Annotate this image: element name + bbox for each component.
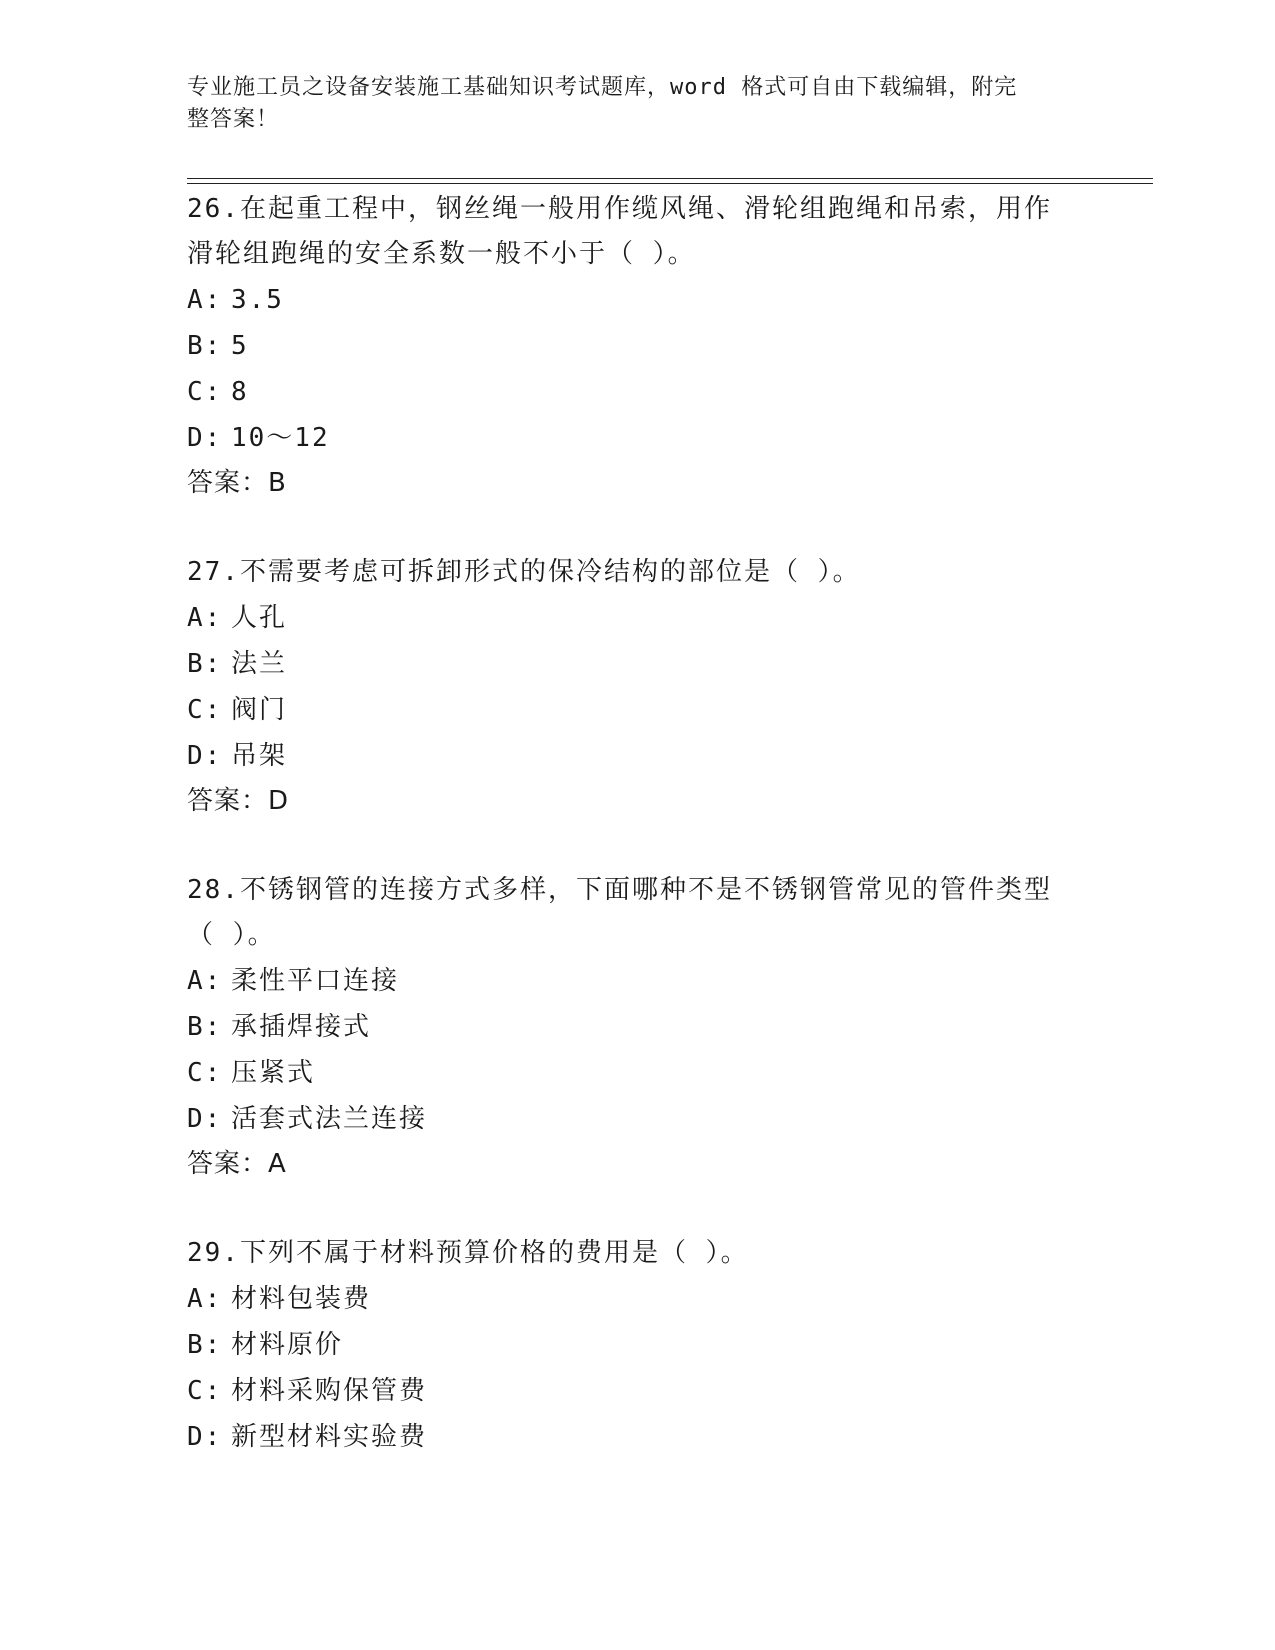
option-d bbox=[187, 415, 1087, 461]
option-b bbox=[187, 1322, 1087, 1368]
option-a bbox=[187, 595, 1087, 641]
option-text: 人孔 bbox=[231, 603, 288, 633]
question-stem-line-2: 滑轮组跑绳的安全系数一般不小于（ ）。 bbox=[187, 239, 696, 269]
option-text: 材料采购保管费 bbox=[231, 1376, 428, 1406]
option-key: C: bbox=[187, 695, 223, 725]
question-stem-line-1: 28.不锈钢管的连接方式多样，下面哪种不是不锈钢管常见的管件类型 bbox=[187, 875, 1052, 905]
option-a bbox=[187, 1276, 1087, 1322]
option-key: B: bbox=[187, 1012, 223, 1042]
option-text: 吊架 bbox=[231, 741, 288, 771]
option-key: A: bbox=[187, 603, 223, 633]
header-line-1: 专业施工员之设备安装施工基础知识考试题库，word 格式可自由下载编辑，附完 bbox=[187, 75, 1018, 100]
header-line-2: 整答案！ bbox=[187, 107, 280, 132]
option-b bbox=[187, 1004, 1087, 1050]
option-key: B: bbox=[187, 1330, 223, 1360]
option-key: D: bbox=[187, 1422, 223, 1452]
question-26 bbox=[187, 187, 1087, 505]
header-divider-top bbox=[187, 178, 1153, 179]
question-stem-line-2: （ ）。 bbox=[187, 920, 276, 950]
answer-label: 答案：A bbox=[187, 1149, 287, 1179]
question-stem-line-1: 27.不需要考虑可拆卸形式的保冷结构的部位是（ ）。 bbox=[187, 557, 861, 587]
option-text: 10～12 bbox=[231, 423, 330, 453]
question-28 bbox=[187, 868, 1087, 1186]
option-text: 压紧式 bbox=[231, 1058, 316, 1088]
option-key: D: bbox=[187, 741, 223, 771]
option-c bbox=[187, 1368, 1087, 1414]
question-stem-line-1: 29.下列不属于材料预算价格的费用是（ ）。 bbox=[187, 1238, 749, 1268]
option-a bbox=[187, 277, 1087, 323]
option-text: 活套式法兰连接 bbox=[231, 1104, 428, 1134]
option-text: 法兰 bbox=[231, 649, 288, 679]
header-divider-bottom bbox=[187, 183, 1153, 184]
option-c bbox=[187, 1050, 1087, 1096]
option-text: 柔性平口连接 bbox=[231, 966, 400, 996]
option-key: D: bbox=[187, 1104, 223, 1134]
answer-label: 答案：B bbox=[187, 468, 287, 498]
option-text: 8 bbox=[231, 377, 249, 407]
option-d bbox=[187, 1096, 1087, 1142]
option-key: C: bbox=[187, 377, 223, 407]
option-text: 承插焊接式 bbox=[231, 1012, 372, 1042]
option-d bbox=[187, 1414, 1087, 1460]
option-key: A: bbox=[187, 1284, 223, 1314]
option-c bbox=[187, 369, 1087, 415]
option-b bbox=[187, 323, 1087, 369]
option-text: 新型材料实验费 bbox=[231, 1422, 428, 1452]
document-header bbox=[187, 72, 1067, 136]
option-d bbox=[187, 733, 1087, 779]
option-key: D: bbox=[187, 423, 223, 453]
option-text: 材料包装费 bbox=[231, 1284, 372, 1314]
option-key: C: bbox=[187, 1058, 223, 1088]
question-stem-line-1: 26.在起重工程中，钢丝绳一般用作缆风绳、滑轮组跑绳和吊索，用作 bbox=[187, 194, 1052, 224]
option-text: 5 bbox=[231, 331, 249, 361]
question-27 bbox=[187, 550, 1087, 823]
option-key: B: bbox=[187, 649, 223, 679]
option-key: C: bbox=[187, 1376, 223, 1406]
question-29 bbox=[187, 1231, 1087, 1460]
option-text: 3.5 bbox=[231, 285, 284, 315]
option-key: A: bbox=[187, 285, 223, 315]
option-key: B: bbox=[187, 331, 223, 361]
answer-label: 答案：D bbox=[187, 786, 290, 816]
option-text: 材料原价 bbox=[231, 1330, 344, 1360]
option-key: A: bbox=[187, 966, 223, 996]
option-b bbox=[187, 641, 1087, 687]
option-c bbox=[187, 687, 1087, 733]
option-a bbox=[187, 958, 1087, 1004]
option-text: 阀门 bbox=[231, 695, 288, 725]
